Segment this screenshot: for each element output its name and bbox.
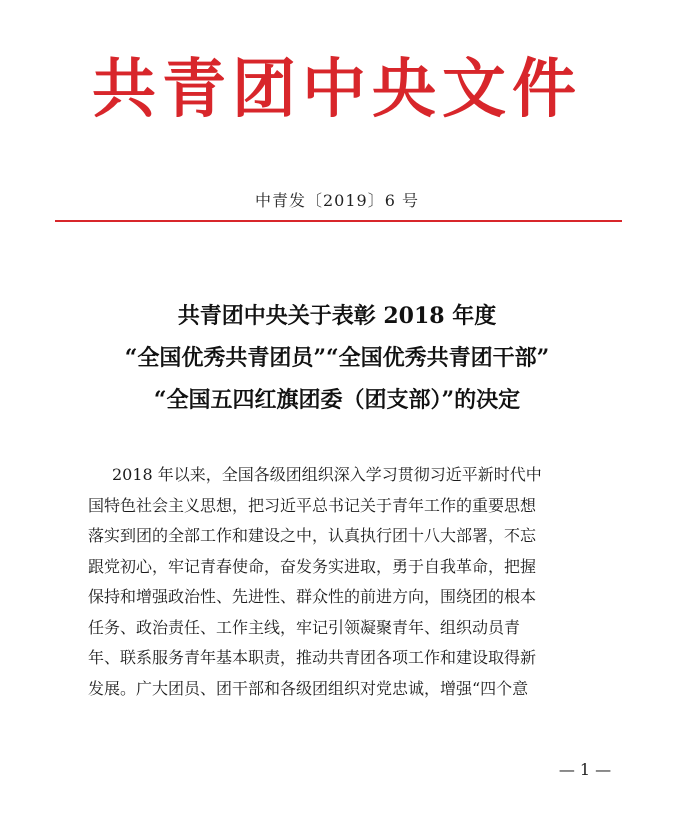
document-title: [0, 295, 674, 421]
page-number: — 1 —: [558, 760, 612, 779]
body-line: 保持和增强政治性、先进性、群众性的前进方向，围绕团的根本: [88, 587, 537, 606]
document-number: 中青发〔2019〕6 号: [255, 191, 419, 210]
title-line: 共青团中央关于表彰 2018 年度: [177, 303, 497, 329]
body-line: 发展。广大团员、团干部和各级团组织对党忠诚，增强“四个意: [88, 678, 529, 698]
body-paragraph: [88, 460, 624, 704]
body-line: 任务、政治责任、工作主线，牢记引领凝聚青年、组织动员青: [88, 617, 521, 637]
body-line: 2018 年以来，全国各级团组织深入学习贯彻习近平新时代中: [112, 465, 542, 484]
body-line: 落实到团的全部工作和建设之中，认真执行团十八大部署，不忘: [88, 526, 537, 545]
title-line: “全国五四红旗团委（团支部）”的决定: [153, 387, 521, 413]
body-line: 国特色社会主义思想，把习近平总书记关于青年工作的重要思想: [88, 495, 537, 515]
red-divider-line: [55, 220, 622, 222]
title-line: “全国优秀共青团员”“全国优秀共青团干部”: [124, 345, 550, 371]
body-line: 年、联系服务青年基本职责，推动共青团各项工作和建设取得新: [88, 648, 537, 667]
document-masthead: 共青团中央文件: [92, 52, 582, 127]
body-line: 跟党初心，牢记青春使命，奋发务实进取，勇于自我革命，把握: [88, 556, 537, 576]
